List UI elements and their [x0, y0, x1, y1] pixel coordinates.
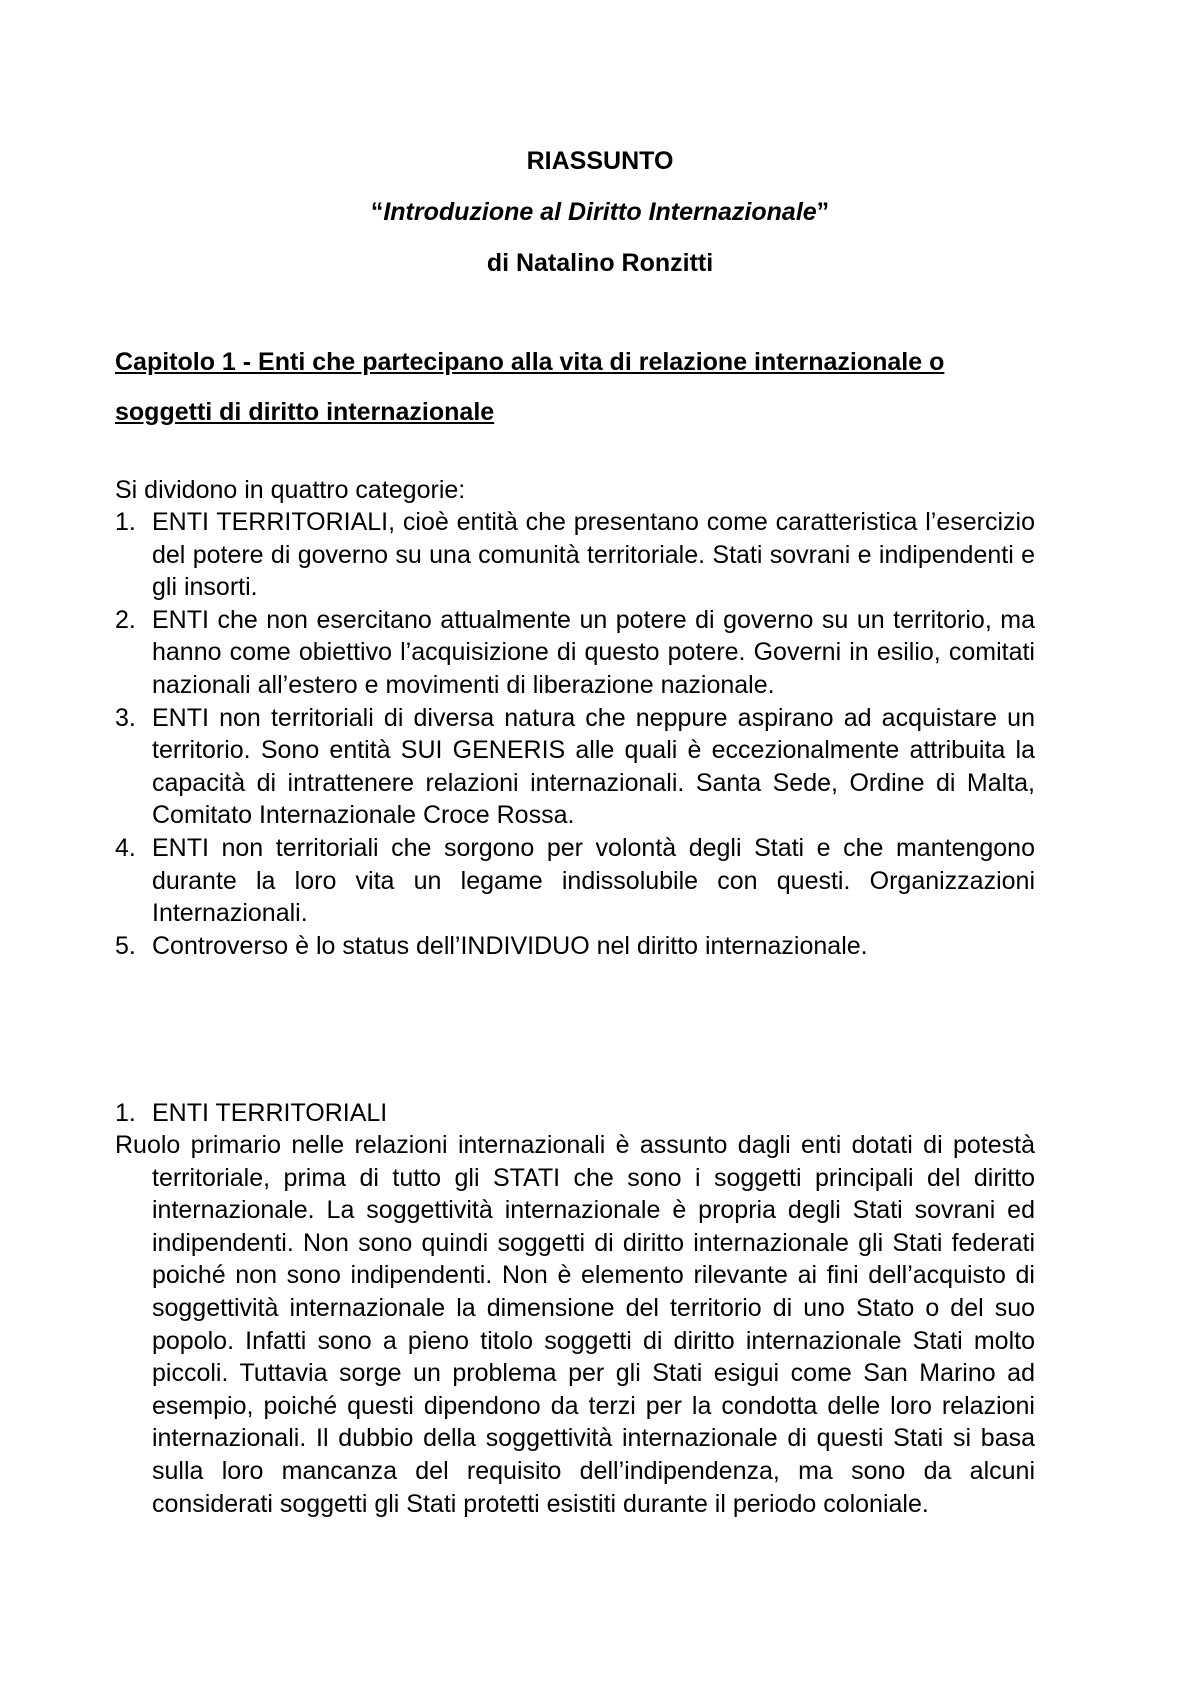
- chapter-heading: Capitolo 1 - Enti che partecipano alla vita di relazione internazionale o soggetti di diritto internazionale: [115, 348, 945, 426]
- list-text: ENTI che non esercitano attualmente un potere di governo su un territorio, ma hanno come obiettivo l’acquisizione di questo potere. Governi in esilio, comitati nazionali all’estero e movimenti di liberazione nazionale.: [152, 605, 1035, 699]
- section-paragraph: Ruolo primario nelle relazioni internazionali è assunto dagli enti dotati di potestà territoriale, prima di tutto gli STATI che sono i soggetti principali del diritto internazionale. La soggettività internazionale è propria degli Stati sovrani ed indipendenti. Non sono quindi soggetti di diritto internazionale gli Stati federati poiché non sono indipendenti. Non è elemento rilevante ai fini dell’acquisto di soggettività internazionale la dimensione del territorio di uno Stato o del suo popolo. Infatti sono a pieno titolo soggetti di diritto internazionale Stati molto piccoli. Tuttavia sorge un problema per gli Stati esigui come San Marino ad esempio, poiché questi dipendono da terzi per la condotta delle loro relazioni internazionali. Il dubbio della soggettività internazionale di questi Stati si basa sulla loro mancanza del requisito dell’indipendenza, ma sono da alcuni considerati soggetti gli Stati protetti esistiti durante il periodo coloniale.: [115, 1131, 1035, 1518]
- intro-text: Si dividono in quattro categorie:: [115, 476, 466, 504]
- section-heading: [115, 1097, 387, 1130]
- list-number: 5.: [115, 931, 136, 960]
- close-quote: ”: [816, 198, 830, 226]
- list-item: [115, 832, 1035, 930]
- book-title-text: Introduzione al Diritto Internazionale: [383, 198, 817, 226]
- list-text: ENTI non territoriali che sorgono per volontà degli Stati e che mantengono durante la loro vita un legame indissolubile con questi. Organizzazioni Internazionali.: [152, 833, 1035, 928]
- section-title: ENTI TERRITORIALI: [152, 1099, 388, 1127]
- list-number: 2.: [115, 605, 136, 634]
- list-text: ENTI TERRITORIALI, cioè entità che presentano come caratteristica l’esercizio del potere di governo su una comunità territoriale. Stati sovrani e indipendenti e gli insorti.: [152, 508, 1035, 602]
- list-item: [115, 506, 1035, 604]
- list-number: 3.: [115, 703, 136, 732]
- list-number: 4.: [115, 833, 136, 862]
- list-text: ENTI non territoriali di diversa natura che neppure aspirano ad acquistare un territorio. Sono entità SUI GENERIS alle quali è eccezionalmente attribuita la capacità di intrattenere relazioni internazionali. Santa Sede, Ordine di Malta, Comitato Internazionale Croce Rossa.: [152, 703, 1035, 830]
- book-title: [0, 198, 1200, 227]
- list-item: [115, 930, 1035, 963]
- list-item: [115, 604, 1035, 702]
- list-text: Controverso è lo status dell’INDIVIDUO nel diritto internazionale.: [152, 931, 868, 960]
- list-number: 1.: [115, 508, 136, 536]
- list-item: [115, 702, 1035, 832]
- document-title: RIASSUNTO: [526, 147, 674, 175]
- open-quote: “: [370, 198, 384, 226]
- author-line: di Natalino Ronzitti: [486, 249, 714, 277]
- section-number: 1.: [115, 1099, 136, 1127]
- categories-list: [115, 506, 1035, 962]
